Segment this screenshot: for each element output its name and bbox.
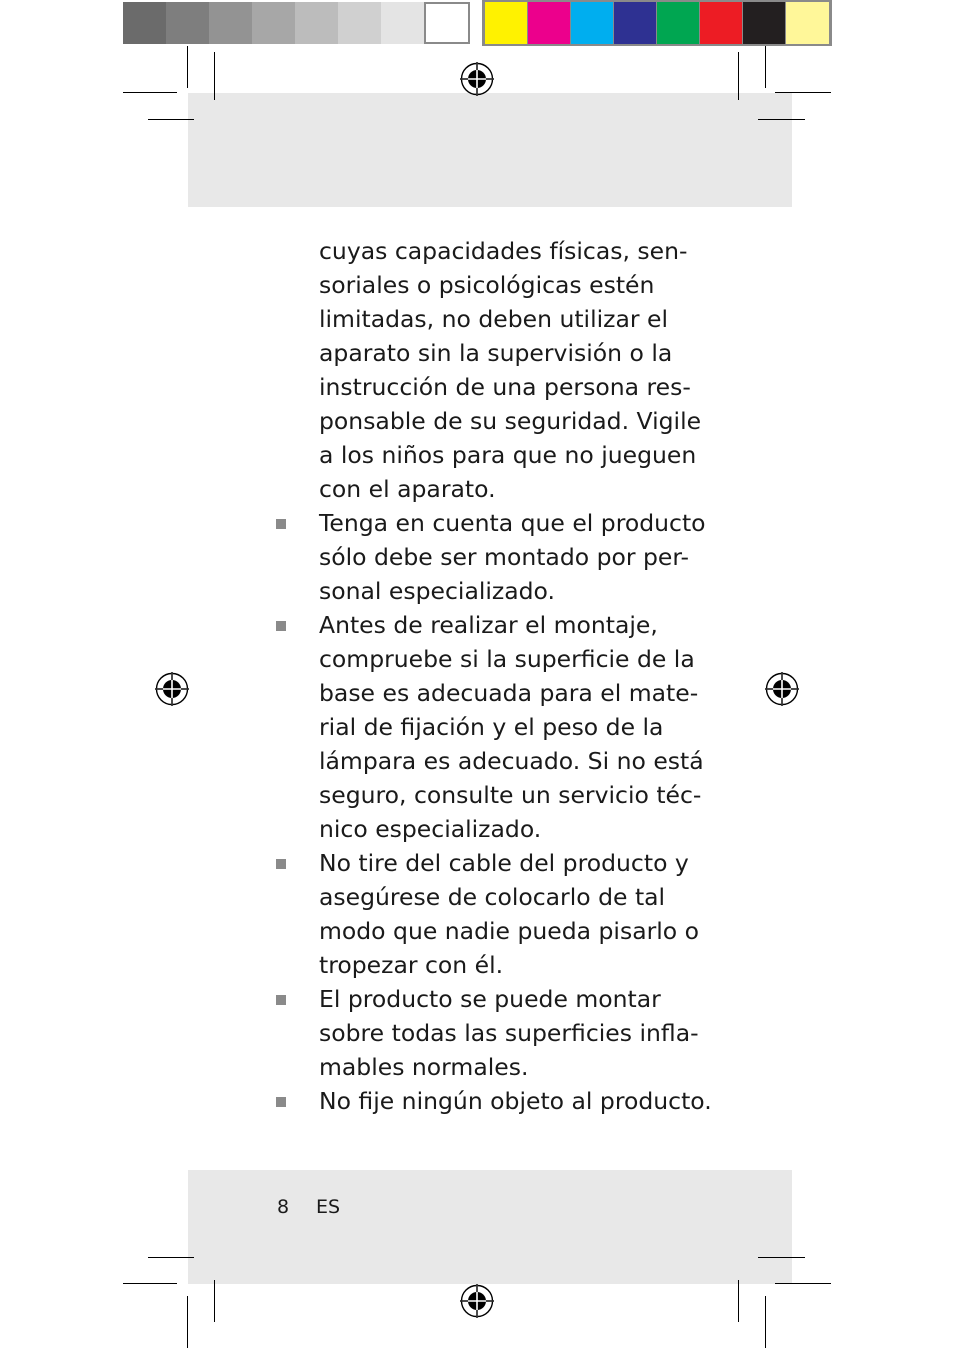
- text-line: soriales o psicológicas estén: [319, 271, 655, 299]
- square-bullet-icon: [276, 621, 286, 631]
- text-line: instrucción de una persona res-: [319, 373, 691, 401]
- registration-mark-top-icon: [460, 62, 494, 96]
- gray-swatch-2: [166, 2, 209, 44]
- text-line: base es adecuada para el mate-: [319, 679, 699, 707]
- red-swatch: [700, 2, 742, 44]
- gray-swatch-1: [123, 2, 166, 44]
- text-line: Antes de realizar el montaje,: [319, 611, 658, 639]
- list-item: [319, 982, 699, 1084]
- text-line: tropezar con él.: [319, 951, 504, 979]
- light-yellow-swatch: [786, 2, 829, 44]
- registration-mark-left-icon: [155, 672, 189, 706]
- gray-swatch-4: [252, 2, 295, 44]
- list-item: [319, 1084, 712, 1118]
- text-line: seguro, consulte un servicio téc-: [319, 781, 702, 809]
- text-line: a los niños para que no jueguen: [319, 441, 697, 469]
- text-line: nico especializado.: [319, 815, 542, 843]
- text-line: No fije ningún objeto al producto.: [319, 1087, 712, 1115]
- square-bullet-icon: [276, 859, 286, 869]
- gray-swatch-8: [424, 2, 470, 44]
- registration-mark-right-icon: [765, 672, 799, 706]
- list-item: [319, 608, 704, 846]
- text-line: cuyas capacidades físicas, sen-: [319, 237, 688, 265]
- magenta-swatch: [528, 2, 570, 44]
- gray-swatch-6: [338, 2, 381, 44]
- text-line: sonal especializado.: [319, 577, 555, 605]
- square-bullet-icon: [276, 995, 286, 1005]
- blue-swatch: [614, 2, 656, 44]
- gray-swatch-5: [295, 2, 338, 44]
- text-line: ponsable de su seguridad. Vigile: [319, 407, 702, 435]
- green-swatch: [657, 2, 699, 44]
- yellow-swatch: [485, 2, 527, 44]
- text-line: lámpara es adecuado. Si no está: [319, 747, 704, 775]
- cyan-swatch: [571, 2, 613, 44]
- language-code: ES: [316, 1196, 341, 1218]
- gray-swatch-7: [381, 2, 424, 44]
- list-item: [319, 506, 706, 608]
- text-line: aparato sin la supervisión o la: [319, 339, 673, 367]
- black-swatch: [743, 2, 785, 44]
- text-line: asegúrese de colocarlo de tal: [319, 883, 666, 911]
- intro-paragraph: [319, 234, 702, 506]
- text-line: El producto se puede montar: [319, 985, 661, 1013]
- list-item: [319, 846, 700, 982]
- text-line: modo que nadie pueda pisarlo o: [319, 917, 700, 945]
- text-line: sólo debe ser montado por per-: [319, 543, 690, 571]
- text-line: rial de fijación y el peso de la: [319, 713, 664, 741]
- page-number: 8: [277, 1196, 290, 1218]
- text-line: sobre todas las superficies infla-: [319, 1019, 699, 1047]
- text-line: mables normales.: [319, 1053, 529, 1081]
- text-line: limitadas, no deben utilizar el: [319, 305, 669, 333]
- text-line: con el aparato.: [319, 475, 496, 503]
- header-band: [188, 93, 792, 207]
- text-line: compruebe si la superficie de la: [319, 645, 695, 673]
- text-line: Tenga en cuenta que el producto: [319, 509, 706, 537]
- text-line: No tire del cable del producto y: [319, 849, 689, 877]
- square-bullet-icon: [276, 1097, 286, 1107]
- safety-instructions: [319, 234, 712, 1118]
- gray-swatch-3: [209, 2, 252, 44]
- footer-band: [188, 1170, 792, 1284]
- square-bullet-icon: [276, 519, 286, 529]
- registration-mark-bottom-icon: [460, 1284, 494, 1318]
